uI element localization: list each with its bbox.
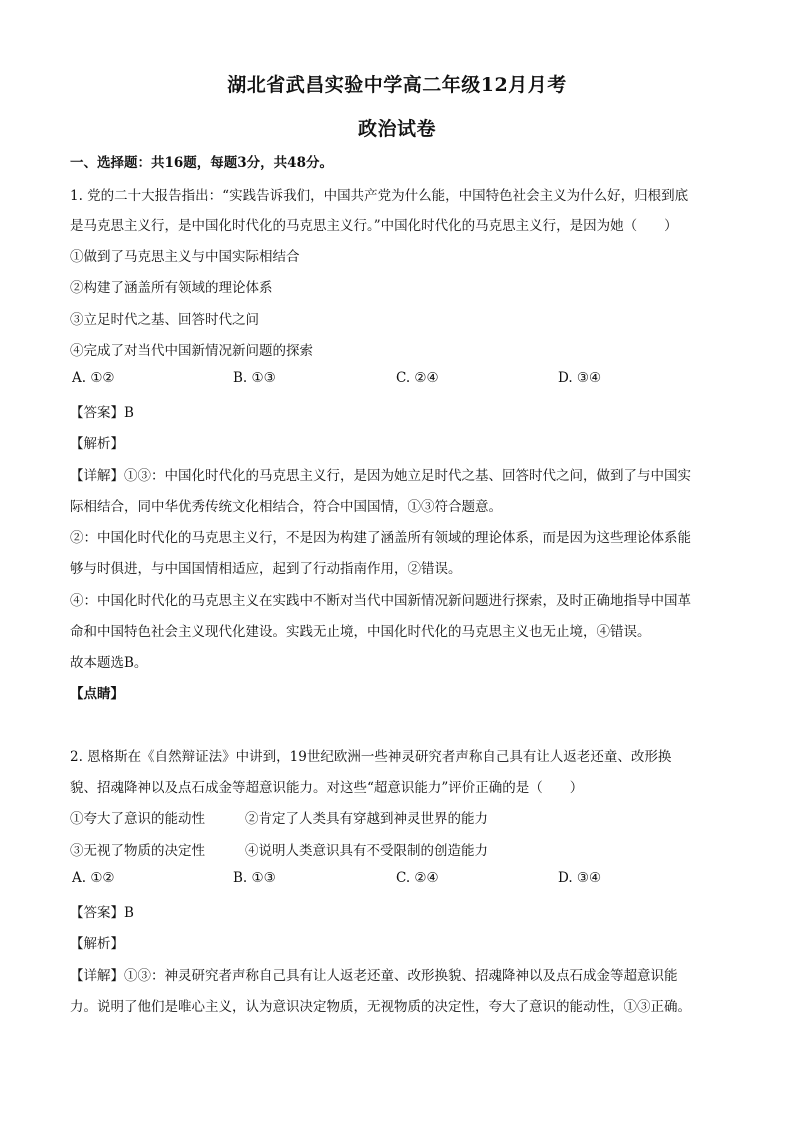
q2-option-d: D. ③④ <box>558 870 602 886</box>
q2-detail-line: 【详解】①③：神灵研究者声称自己具有让人返老还童、改形换貌、招魂降神以及点石成金等超意识能 <box>70 968 678 984</box>
q2-item-1: ①夸大了意识的能动性 <box>70 811 205 827</box>
q2-option-a: A. ①② <box>72 870 115 886</box>
q1-answer: 【答案】B <box>70 405 134 421</box>
q1-detail-line: 【详解】①③：中国化时代化的马克思主义行，是因为她立足时代之基、回答时代之问，做到了与中国实 <box>70 468 691 484</box>
q1-detail-line: 故本题选B。 <box>70 655 148 671</box>
q1-detail-line: ④：中国化时代化的马克思主义在实践中不断对当代中国新情况新问题进行探索，及时正确地指导中国革 <box>70 593 691 609</box>
q2-item-2: ②肯定了人类具有穿越到神灵世界的能力 <box>245 811 488 827</box>
q2-option-b: B. ①③ <box>233 870 276 886</box>
q1-item-4: ④完成了对当代中国新情况新问题的探索 <box>70 343 313 359</box>
q1-comment-label: 【点睛】 <box>70 686 124 702</box>
q2-item-3: ③无视了物质的决定性 <box>70 843 205 859</box>
q2-detail-line: 力。说明了他们是唯心主义，认为意识决定物质，无视物质的决定性，夸大了意识的能动性，①③正确。 <box>70 999 691 1015</box>
q2-analysis-label: 【解析】 <box>70 936 124 952</box>
q1-option-a: A. ①② <box>72 370 115 386</box>
page-title: 湖北省武昌实验中学高二年级12月月考 <box>227 74 567 96</box>
q2-item-4: ④说明人类意识具有不受限制的创造能力 <box>245 843 488 859</box>
q1-detail-line: 够与时俱进，与中国国情相适应，起到了行动指南作用，②错误。 <box>70 561 462 577</box>
q1-detail-line: ②：中国化时代化的马克思主义行，不是因为构建了涵盖所有领域的理论体系，而是因为这些理论体系能 <box>70 530 691 546</box>
q1-option-b: B. ①③ <box>233 370 276 386</box>
q1-detail-line: 际相结合，同中华优秀传统文化相结合，符合中国国情，①③符合题意。 <box>70 499 502 515</box>
q1-item-1: ①做到了马克思主义与中国实际相结合 <box>70 249 300 265</box>
q2-option-c: C. ②④ <box>396 870 439 886</box>
q2-stem-line1: 2. 恩格斯在《自然辩证法》中讲到，19世纪欧洲一些神灵研究者声称自己具有让人返老还童、改形换 <box>70 749 672 765</box>
q2-stem-line2: 貌、招魂降神以及点石成金等超意识能力。对这些“超意识能力”评价正确的是（ ） <box>70 780 584 796</box>
page-subtitle: 政治试卷 <box>357 118 436 140</box>
q1-analysis-label: 【解析】 <box>70 436 124 452</box>
q2-answer: 【答案】B <box>70 905 134 921</box>
q1-item-3: ③立足时代之基、回答时代之问 <box>70 312 259 328</box>
q1-stem-line2: 是马克思主义行，是中国化时代化的马克思主义行。”中国化时代化的马克思主义行，是因为她（ ） <box>70 218 678 234</box>
q1-option-c: C. ②④ <box>396 370 439 386</box>
section-heading: 一、选择题：共16题，每题3分，共48分。 <box>70 155 333 171</box>
q1-stem-line1: 1. 党的二十大报告指出：“实践告诉我们，中国共产党为什么能，中国特色社会主义为什么好，归根到底 <box>70 188 689 204</box>
q1-detail-line: 命和中国特色社会主义现代化建设。实践无止境，中国化时代化的马克思主义也无止境，④错误。 <box>70 624 651 640</box>
q1-item-2: ②构建了涵盖所有领域的理论体系 <box>70 280 273 296</box>
q1-option-d: D. ③④ <box>558 370 602 386</box>
